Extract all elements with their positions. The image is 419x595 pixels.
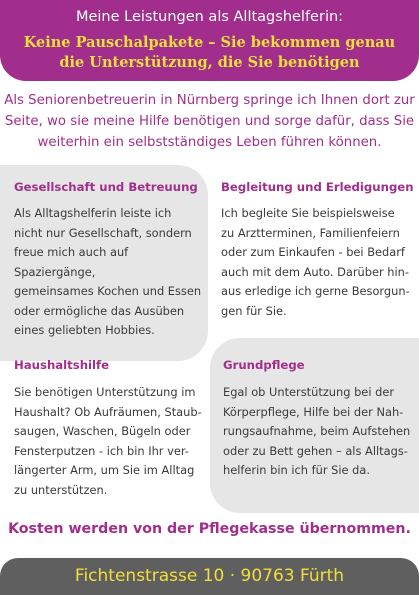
service-card-haushaltshilfe <box>0 338 210 513</box>
service-title: Haushaltshilfe <box>14 358 110 372</box>
header-subtitle: Keine Pauschalpakete – Sie bekommen genau die Unterstützung, die Sie benötigen <box>23 34 396 71</box>
footer-bar <box>0 558 419 595</box>
service-card-grundpflege <box>210 338 419 513</box>
cost-note: Kosten werden von der Pflegekasse übernommen. <box>8 521 411 537</box>
service-title: Begleitung und Erledigungen <box>221 180 414 194</box>
service-title: Gesellschaft und Betreuung <box>14 180 198 194</box>
service-title: Grundpflege <box>223 358 305 372</box>
service-text: Ich begleite Sie beispielsweise zu Arztterminen, Familienfeiern oder zum Einkaufen - bei Bedarf auch mit dem Auto. Darüber hin- aus erledige ich gerne Besorgun- gen für Sie. <box>221 206 410 318</box>
service-text: Egal ob Unterstützung bei der Körperpflege, Hilfe bei der Nah- rungsaufnahme, beim Aufstehen oder zu Bett gehen – als Alltags- helferin bin ich für Sie da. <box>223 385 411 477</box>
footer-address: Fichtenstrasse 10 · 90763 Fürth <box>74 566 345 586</box>
service-card-gesellschaft <box>0 165 208 361</box>
intro-text: Als Seniorenbetreuerin in Nürnberg springe ich Ihnen dort zur Seite, wo sie meine Hilfe benötigen und sorge dafür, dass Sie weiterhin ein selbstständiges Leben führen können. <box>4 93 415 150</box>
service-text: Als Alltagshelferin leiste ich nicht nur Gesellschaft, sondern freue mich auch auf Spaziergänge, gemeinsames Kochen und Essen oder ermögliche das Ausüben eines geliebten Hobbies. <box>14 206 202 337</box>
service-text: Sie benötigen Unterstützung im Haushalt? Ob Aufräumen, Staub- saugen, Waschen, Bügeln oder Fensterputzen - ich bin Ihr ver- längerter Arm, um Sie im Alltag zu unterstützen. <box>14 385 202 497</box>
header-banner <box>0 0 419 81</box>
header-title: Meine Leistungen als Alltagshelferin: <box>75 9 344 25</box>
service-card-begleitung <box>208 165 419 361</box>
